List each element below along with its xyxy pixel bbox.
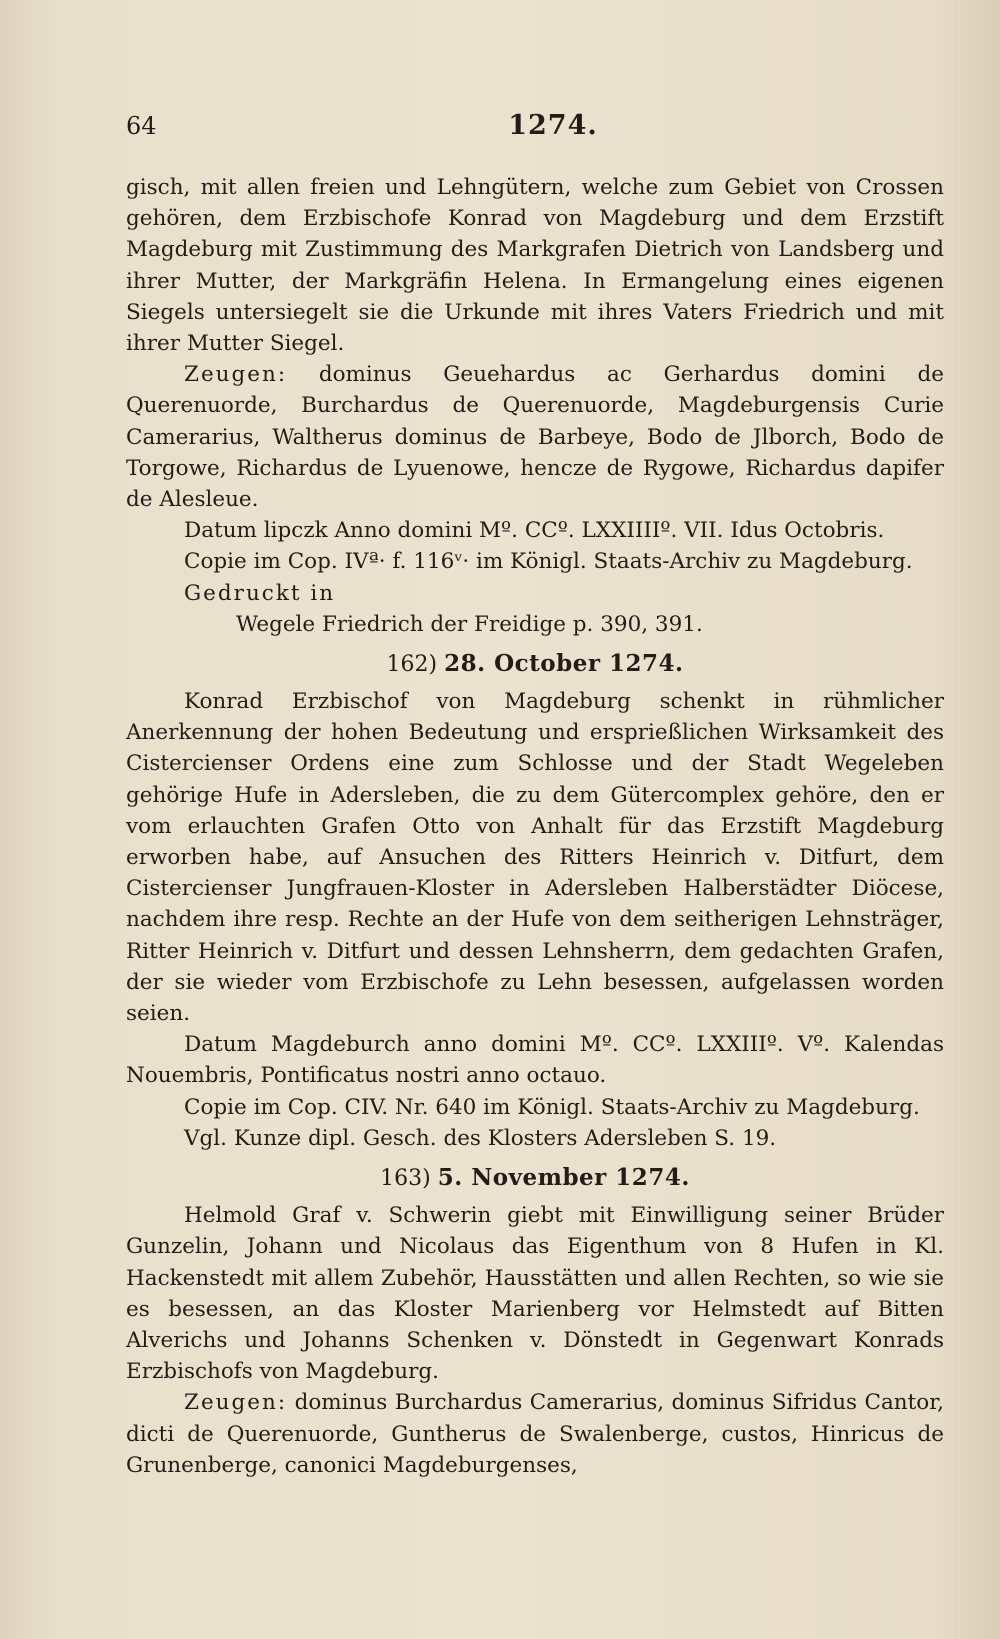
entry-162-reference: Vgl. Kunze dipl. Gesch. des Klosters Adersleben S. 19. xyxy=(184,1125,777,1151)
copy-line-1: Copie im Cop. IVª· f. 116ᵛ· im Königl. Staats-Archiv zu Magdeburg. xyxy=(184,549,913,575)
page-number: 64 xyxy=(126,112,157,140)
entry-163-witnesses-text: dominus Burchardus Camerarius, dominus Sifridus Cantor, dicti de Querenuorde, Guntherus de Swalenberge, custos, Hinricus de Grunenberge, canonici Magdeburgenses, xyxy=(126,1390,944,1478)
witnesses-text: dominus Geuehardus ac Gerhardus domini de Querenuorde, Burchardus de Querenuorde, Magdeburgensis Curie Camerarius, Waltherus dominus de Barbeye, Bodo de Jlborch, Bodo de Torgowe, Richardus de Lyuenowe, hencze de Rygowe, Richardus dapifer de Alesleue. xyxy=(126,362,944,513)
entry-163-date: 5. November 1274. xyxy=(437,1164,690,1192)
entry-162-number: 162) xyxy=(386,652,438,678)
page-body xyxy=(126,172,944,1481)
entry-162-heading xyxy=(126,648,944,680)
entry-162-datum: Datum Magdeburch anno domini Mº. CCº. LXXIIIº. Vº. Kalendas Nouembris, Pontificatus nostri anno octauo. xyxy=(126,1032,944,1089)
entry-162-copy: Copie im Cop. CIV. Nr. 640 im Königl. Staats-Archiv zu Magdeburg. xyxy=(184,1094,920,1120)
entry-163-text: Helmold Graf v. Schwerin giebt mit Einwilligung seiner Brüder Gunzelin, Johann und Nicolaus das Eigenthum von 8 Hufen in Kl. Hackenstedt mit allem Zubehör, Hausstätten und allen Rechten, so wie sie es besessen, an das Kloster Marienberg vor Helmstedt auf Bitten Alverichs und Johanns Schenken v. Dönstedt in Gegenwart Konrads Erzbischofs von Magdeburg. xyxy=(126,1203,944,1385)
printed-label: Gedruckt in xyxy=(184,580,336,606)
entry-162-date: 28. October 1274. xyxy=(444,650,684,678)
witnesses-paragraph-1 xyxy=(126,359,944,515)
entry-163-heading xyxy=(126,1162,944,1194)
entry-163-witnesses xyxy=(126,1387,944,1481)
printed-reference: Wegele Friedrich der Freidige p. 390, 391. xyxy=(236,611,703,637)
running-year-heading: 1274. xyxy=(508,110,598,141)
page-header xyxy=(126,112,940,152)
entry-163-witnesses-label: Zeugen: xyxy=(184,1390,288,1416)
continuation-paragraph: gisch, mit allen freien und Lehngütern, welche zum Gebiet von Crossen gehören, dem Erzbischofe Konrad von Magdeburg und dem Erzstift Magdeburg mit Zustimmung des Markgrafen Dietrich von Landsberg und ihrer Mutter, der Markgräfin Helena. In Ermangelung eines eigenen Siegels untersiegelt sie die Urkunde mit ihres Vaters Friedrich und mit ihrer Mutter Siegel. xyxy=(126,175,944,357)
entry-163-number: 163) xyxy=(380,1166,431,1192)
entry-162-text: Konrad Erzbischof von Magdeburg schenkt in rühmlicher Anerkennung der hohen Bedeutung und ersprießlichen Wirksamkeit des Cistercienser Ordens eine zum Schlosse und der Stadt Wegeleben gehörige Hufe in Adersleben, die zu dem Gütercomplex gehöre, den er vom erlauchten Grafen Otto von Anhalt für das Erzstift Magdeburg erworben habe, auf Ansuchen des Ritters Heinrich v. Ditfurt, dem Cistercienser Jungfrauen-Kloster in Adersleben Halberstädter Diöcese, nachdem ihre resp. Rechte an der Hufe von dem seitherigen Lehnsträger, Ritter Heinrich v. Ditfurt und dessen Lehnsherrn, dem gedachten Grafen, der sie wieder vom Erzbischofe zu Lehn besessen, aufgelassen worden seien. xyxy=(126,689,944,1027)
datum-line-1: Datum lipczk Anno domini Mº. CCº. LXXIIIIº. VII. Idus Octobris. xyxy=(184,518,885,544)
witnesses-label: Zeugen: xyxy=(184,362,288,388)
